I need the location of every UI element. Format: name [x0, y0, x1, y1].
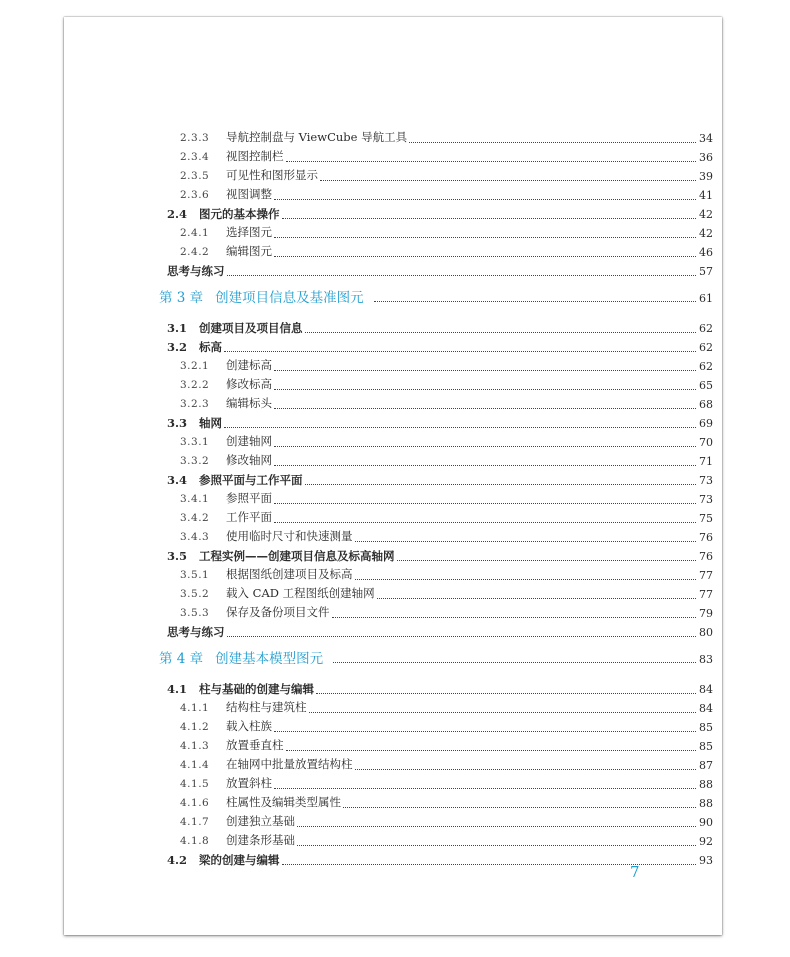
dot-leader: [333, 662, 696, 663]
toc-entry-page: 73: [699, 493, 713, 506]
toc-entry-title: [180, 185, 272, 205]
toc-entry-text: 图元的基本操作: [199, 207, 280, 221]
toc-entry-sub: [180, 585, 713, 604]
toc-entry-number: 3.4: [167, 473, 188, 487]
toc-entry-number: 3.4.2: [180, 512, 210, 524]
toc-entry-title: [180, 774, 272, 794]
toc-entry-title: [180, 584, 375, 604]
toc-entry-text: 创建轴网: [226, 434, 272, 448]
toc-entry-title: [180, 793, 341, 813]
toc-entry-sub: [180, 376, 713, 395]
toc-entry-page: 80: [699, 626, 713, 639]
toc-entry-text: 柱属性及编辑类型属性: [226, 795, 341, 809]
toc-entry-text: 创建标高: [226, 358, 272, 372]
dot-leader: [274, 256, 696, 257]
toc-entry-sub: [180, 756, 713, 775]
toc-entry-sec: [167, 547, 713, 566]
toc-entry-sub: [180, 566, 713, 585]
toc-entry-text: 创建项目及项目信息: [199, 321, 303, 335]
toc-entry-page: 76: [699, 531, 713, 544]
toc-entry-title: [180, 603, 330, 623]
toc-entry-sub: [180, 243, 713, 262]
toc-entry-number: 3.4.1: [180, 493, 210, 505]
toc-entry-title: [167, 547, 395, 566]
dot-leader: [332, 617, 697, 618]
toc-entry-page: 90: [699, 816, 713, 829]
toc-entry-number: 3.2.2: [180, 379, 210, 391]
toc-entry-title: [180, 451, 272, 471]
toc-entry-number: 2.4.2: [180, 246, 210, 258]
toc-entry-text: 保存及备份项目文件: [226, 605, 330, 619]
toc-entry-number: 3.3.1: [180, 436, 210, 448]
toc-entry-sub: [180, 718, 713, 737]
toc-entry-number: 3.5.3: [180, 607, 210, 619]
page-number: 7: [630, 863, 640, 881]
toc-entry-title: [180, 812, 295, 832]
toc-entry-text: 使用临时尺寸和快速测量: [226, 529, 353, 543]
toc-entry-sub: [180, 357, 713, 376]
toc-entry-text: 放置垂直柱: [226, 738, 284, 752]
dot-leader: [274, 503, 696, 504]
toc-entry-title: [180, 527, 353, 547]
toc-entry-sub: [180, 528, 713, 547]
toc-entry-page: 70: [699, 436, 713, 449]
toc-entry-page: 88: [699, 778, 713, 791]
dot-leader: [274, 370, 696, 371]
toc-entry-title: [180, 489, 272, 509]
toc-entry-number: 2.3.3: [180, 132, 210, 144]
toc-entry-text: 可见性和图形显示: [226, 168, 318, 182]
toc-entry-title: [159, 289, 364, 308]
toc-entry-page: 84: [699, 702, 713, 715]
dot-leader: [377, 598, 696, 599]
toc-entry-number: 4.1.8: [180, 835, 210, 847]
toc-entry-text: 创建项目信息及基准图元: [215, 290, 364, 306]
toc-entry-page: 46: [699, 246, 713, 259]
dot-leader: [274, 446, 696, 447]
toc-entry-page: 62: [699, 341, 713, 354]
toc-entry-page: 73: [699, 474, 713, 487]
toc-entry-page: 69: [699, 417, 713, 430]
toc-entry-title: [180, 375, 272, 395]
toc-entry-number: 3.5.2: [180, 588, 210, 600]
toc-entry-page: 41: [699, 189, 713, 202]
toc-entry-sub: [180, 129, 713, 148]
toc-entry-number: 3.2: [167, 340, 188, 354]
dot-leader: [355, 541, 697, 542]
toc-entry-page: 88: [699, 797, 713, 810]
toc-entry-text: 参照平面与工作平面: [199, 473, 303, 487]
toc-entry-text: 修改轴网: [226, 453, 272, 467]
toc-entry-page: 76: [699, 550, 713, 563]
toc-entry-text: 标高: [199, 340, 222, 354]
toc-entry-text: 修改标高: [226, 377, 272, 391]
toc-entry-sub: [180, 509, 713, 528]
toc-entry-page: 62: [699, 322, 713, 335]
toc-entry-number: 3.4.3: [180, 531, 210, 543]
dot-leader: [274, 465, 696, 466]
dot-leader: [224, 427, 696, 428]
toc-entry-text: 视图调整: [226, 187, 272, 201]
toc-entry-sub: [180, 832, 713, 851]
toc-entry-sec: [167, 319, 713, 338]
toc-entry-number: 4.1.4: [180, 759, 210, 771]
toc-entry-text: 编辑图元: [226, 244, 272, 258]
toc-entry-title: [180, 223, 272, 243]
toc-entry-number: 2.3.4: [180, 151, 210, 163]
toc-entry-number: 4.2: [167, 853, 188, 867]
toc-entry-sub: [180, 737, 713, 756]
toc-entry-text: 参照平面: [226, 491, 272, 505]
toc-entry-title: [180, 356, 272, 376]
toc-entry-text: 柱与基础的创建与编辑: [199, 682, 314, 696]
toc-entry-number: 3.2.3: [180, 398, 210, 410]
toc-entry-number: 4.1.1: [180, 702, 210, 714]
dot-leader: [309, 712, 697, 713]
toc-entry-page: 34: [699, 132, 713, 145]
toc-entry-text: 创建基本模型图元: [215, 651, 324, 667]
toc-entry-text: 导航控制盘与 ViewCube 导航工具: [226, 130, 408, 144]
toc-entry-sub: [180, 604, 713, 623]
toc-entry-text: 工作平面: [226, 510, 272, 524]
toc-entry-number: 第 4 章: [159, 651, 204, 667]
toc-entry-number: 2.4: [167, 207, 188, 221]
toc-entry-title: [167, 319, 303, 338]
toc-entry-page: 36: [699, 151, 713, 164]
toc-entry-sub: [180, 395, 713, 414]
dot-leader: [274, 237, 696, 238]
dot-leader: [227, 275, 697, 276]
toc-entry-title: [180, 128, 407, 148]
toc-entry-number: 3.5.1: [180, 569, 210, 581]
toc-entry-sec: [167, 414, 713, 433]
toc-entry-text: 工程实例——创建项目信息及标高轴网: [199, 549, 395, 563]
toc-entry-text: 结构柱与建筑柱: [226, 700, 307, 714]
dot-leader: [355, 579, 697, 580]
dot-leader: [274, 408, 696, 409]
toc-entry-text: 创建独立基础: [226, 814, 295, 828]
toc-entry-sec: [167, 205, 713, 224]
toc-entry-title: [167, 680, 314, 699]
toc-entry-title: [180, 147, 284, 167]
toc-entry-page: 68: [699, 398, 713, 411]
toc-entry-page: 84: [699, 683, 713, 696]
dot-leader: [374, 301, 696, 302]
toc-entry-title: [180, 565, 353, 585]
toc-entry-number: 2.3.5: [180, 170, 210, 182]
toc-entry-text: 选择图元: [226, 225, 272, 239]
toc-entry-chap: [159, 647, 713, 669]
toc-entry-sec: [167, 680, 713, 699]
toc-entry-page: 75: [699, 512, 713, 525]
dot-leader: [274, 389, 696, 390]
toc-entry-page: 93: [699, 854, 713, 867]
toc-entry-text: 创建条形基础: [226, 833, 295, 847]
toc-entry-title: [167, 471, 303, 490]
toc-entry-title: [180, 717, 272, 737]
toc-entry-exer: [167, 623, 713, 642]
toc-entry-text: 轴网: [199, 416, 222, 430]
toc-entry-title: [180, 242, 272, 262]
toc-entry-title: [159, 650, 323, 669]
toc-entry-sub: [180, 699, 713, 718]
toc-entry-sub: [180, 186, 713, 205]
toc-entry-number: 4.1.5: [180, 778, 210, 790]
toc-entry-title: [167, 414, 222, 433]
toc-entry-text: 思考与练习: [167, 625, 225, 639]
toc-entry-text: 思考与练习: [167, 264, 225, 278]
toc-entry-page: 77: [699, 588, 713, 601]
dot-leader: [397, 560, 697, 561]
dot-leader: [274, 788, 696, 789]
toc-entry-page: 79: [699, 607, 713, 620]
toc-entry-text: 放置斜柱: [226, 776, 272, 790]
toc-entry-page: 87: [699, 759, 713, 772]
dot-leader: [297, 826, 696, 827]
dot-leader: [305, 332, 697, 333]
dot-leader: [297, 845, 696, 846]
toc-entry-number: 3.2.1: [180, 360, 210, 372]
toc-entry-title: [180, 698, 307, 718]
dot-leader: [305, 484, 697, 485]
toc-entry-page: 39: [699, 170, 713, 183]
toc-entry-text: 载入柱族: [226, 719, 272, 733]
dot-leader: [282, 218, 697, 219]
dot-leader: [274, 522, 696, 523]
dot-leader: [316, 693, 696, 694]
toc-entry-number: 3.3: [167, 416, 188, 430]
dot-leader: [286, 161, 697, 162]
toc-entry-number: 4.1.6: [180, 797, 210, 809]
toc-entry-page: 71: [699, 455, 713, 468]
toc-entry-sub: [180, 775, 713, 794]
toc-entry-sub: [180, 813, 713, 832]
toc-entry-page: 65: [699, 379, 713, 392]
toc-entry-page: 42: [699, 208, 713, 221]
toc-entry-title: [180, 831, 295, 851]
dot-leader: [320, 180, 696, 181]
toc-entry-page: 85: [699, 740, 713, 753]
toc-entry-title: [180, 432, 272, 452]
toc-entry-number: 3.3.2: [180, 455, 210, 467]
toc-entry-page: 85: [699, 721, 713, 734]
toc-entry-exer: [167, 262, 713, 281]
toc-entry-text: 载入 CAD 工程图纸创建轴网: [226, 586, 375, 600]
toc-entry-chap: [159, 286, 713, 308]
toc-entry-number: 3.5: [167, 549, 188, 563]
toc-entry-number: 第 3 章: [159, 290, 204, 306]
toc-entry-number: 2.3.6: [180, 189, 210, 201]
dot-leader: [409, 142, 696, 143]
toc-entry-text: 编辑标头: [226, 396, 272, 410]
toc-entry-title: [180, 166, 318, 186]
toc-entry-title: [167, 338, 222, 357]
toc-entry-sub: [180, 148, 713, 167]
toc-entry-number: 4.1.2: [180, 721, 210, 733]
dot-leader: [274, 731, 696, 732]
dot-leader: [286, 750, 697, 751]
toc-entry-sub: [180, 167, 713, 186]
toc-entry-sub: [180, 794, 713, 813]
dot-leader: [224, 351, 696, 352]
toc-entry-sub: [180, 452, 713, 471]
toc-entry-text: 视图控制栏: [226, 149, 284, 163]
toc-entry-number: 4.1.3: [180, 740, 210, 752]
dot-leader: [343, 807, 696, 808]
toc-entry-number: 3.1: [167, 321, 188, 335]
toc-entry-page: 42: [699, 227, 713, 240]
toc-entry-sub: [180, 433, 713, 452]
toc-entry-page: 83: [699, 653, 713, 666]
toc-entry-page: 61: [699, 292, 713, 305]
toc-entry-number: 4.1: [167, 682, 188, 696]
toc-entry-sub: [180, 224, 713, 243]
toc-entry-page: 62: [699, 360, 713, 373]
toc-entry-text: 根据图纸创建项目及标高: [226, 567, 353, 581]
dot-leader: [227, 636, 697, 637]
toc-entry-number: 4.1.7: [180, 816, 210, 828]
toc-entry-sec: [167, 471, 713, 490]
toc-entry-title: [180, 508, 272, 528]
toc-entry-title: [180, 394, 272, 414]
toc-entry-title: [167, 623, 225, 642]
toc-entry-title: [180, 736, 284, 756]
dot-leader: [274, 199, 696, 200]
dot-leader: [355, 769, 697, 770]
toc-entry-title: [180, 755, 353, 775]
toc-entry-sec: [167, 338, 713, 357]
toc-entry-text: 梁的创建与编辑: [199, 853, 280, 867]
toc-entry-title: [167, 851, 280, 870]
toc-entry-title: [167, 205, 280, 224]
toc-entry-text: 在轴网中批量放置结构柱: [226, 757, 353, 771]
book-page: [64, 17, 722, 935]
toc-entry-page: 77: [699, 569, 713, 582]
toc-entry-page: 92: [699, 835, 713, 848]
toc-entry-number: 2.4.1: [180, 227, 210, 239]
toc-entry-page: 57: [699, 265, 713, 278]
toc-entry-sub: [180, 490, 713, 509]
toc-entry-title: [167, 262, 225, 281]
